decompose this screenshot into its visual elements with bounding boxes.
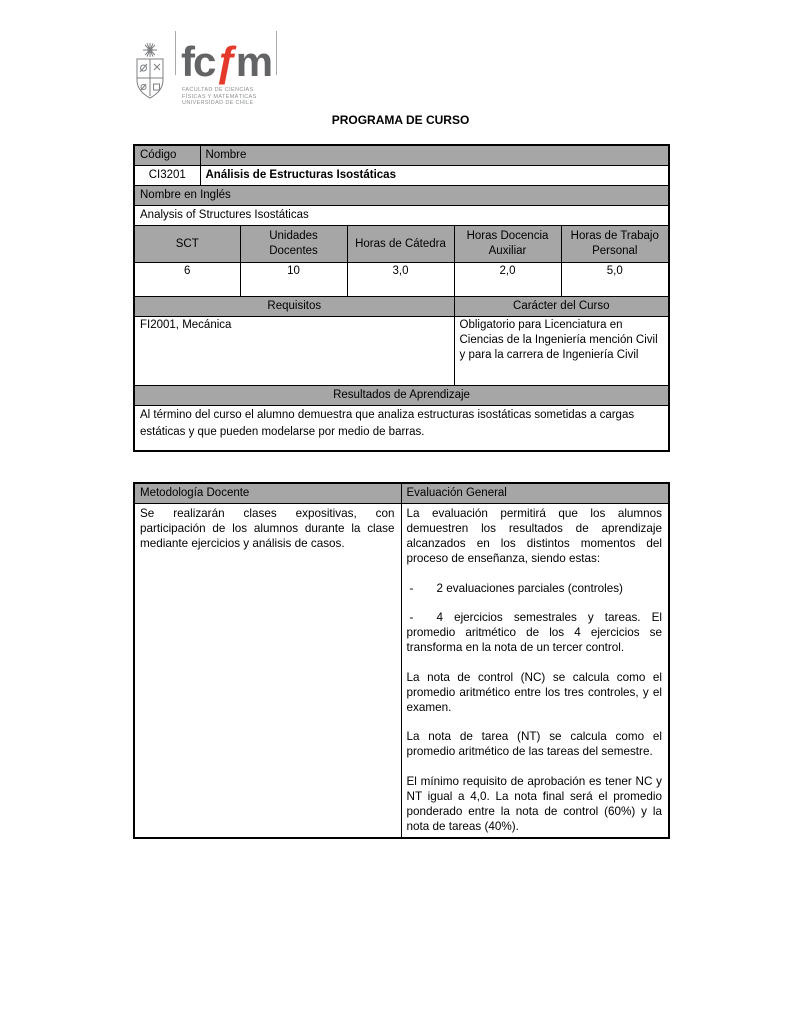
methodology-evaluation-table bbox=[133, 482, 670, 839]
caracter-curso-value-cell: Obligatorio para Licenciatura en Ciencias de la Ingeniería mención Civil y para la carrera de Ingeniería Civil bbox=[454, 317, 669, 386]
horas-catedra-value-cell: 3,0 bbox=[347, 263, 454, 297]
evaluation-bullet-text: 4 ejercicios semestrales y tareas. El promedio aritmético de los 4 ejercicios se transforma en la nota de un tercer control. bbox=[406, 611, 662, 654]
fcfm-wordmark bbox=[175, 38, 277, 85]
sct-value-cell: 6 bbox=[134, 263, 240, 297]
unidades-docentes-value-cell: 10 bbox=[240, 263, 347, 297]
resultados-value-cell: Al término del curso el alumno demuestra que analiza estructuras isostáticas sometidas a cargas estáticas y que pueden modelarse por medio de barras. bbox=[134, 406, 669, 452]
nombre-ingles-header-cell: Nombre en Inglés bbox=[134, 186, 669, 206]
horas-trabajo-personal-value-cell: 5,0 bbox=[561, 263, 669, 297]
wordmark-m: m bbox=[235, 38, 272, 85]
nombre-value-cell: Análisis de Estructuras Isostáticas bbox=[200, 166, 669, 186]
evaluation-bullet-item bbox=[407, 581, 663, 596]
document-content bbox=[133, 113, 668, 839]
horas-docencia-auxiliar-header-cell: Horas Docencia Auxiliar bbox=[454, 226, 561, 263]
evaluacion-header-cell: Evaluación General bbox=[401, 483, 669, 504]
requisitos-header-cell: Requisitos bbox=[134, 297, 454, 317]
requisitos-value-cell: FI2001, Mecánica bbox=[134, 317, 454, 386]
wordmark-fc: fc bbox=[181, 38, 215, 85]
codigo-value-cell: CI3201 bbox=[134, 166, 200, 186]
evaluation-paragraph: La nota de control (NC) se calcula como el promedio aritmético entre los tres controles, y el examen. bbox=[406, 670, 662, 714]
evaluation-paragraph: La evaluación permitirá que los alumnos demuestren los resultados de aprendizaje alcanzados en los distintos momentos del proceso de enseñanza, siendo estas: bbox=[406, 507, 662, 565]
bullet-dash: - bbox=[409, 581, 414, 595]
horas-trabajo-personal-header-cell: Horas de Trabajo Personal bbox=[561, 226, 669, 263]
resultados-header-cell: Resultados de Aprendizaje bbox=[134, 386, 669, 406]
caption-line: FACULTAD DE CIENCIAS bbox=[182, 87, 254, 93]
nombre-ingles-value-cell: Analysis of Structures Isostáticas bbox=[134, 206, 669, 226]
horas-docencia-auxiliar-value-cell: 2,0 bbox=[454, 263, 561, 297]
evaluation-paragraph: La nota de tarea (NT) se calcula como el promedio aritmético de las tareas del semestre. bbox=[406, 730, 662, 758]
horas-catedra-header-cell: Horas de Cátedra bbox=[347, 226, 454, 263]
evaluation-paragraph: El mínimo requisito de aprobación es tener NC y NT igual a 4,0. La nota final será el promedio ponderado entre la nota de control (60%) y la nota de tareas (40%). bbox=[406, 774, 662, 833]
evaluation-bullet-item bbox=[407, 610, 663, 655]
methodology-paragraph: Se realizarán clases expositivas, con participación de los alumnos durante la clase mediante ejercicios y análisis de casos. bbox=[140, 507, 395, 550]
universidad-de-chile-crest-icon bbox=[131, 42, 169, 109]
metodologia-header-cell: Metodología Docente bbox=[134, 483, 401, 504]
fcfm-logo bbox=[131, 38, 277, 109]
fcfm-logo-text bbox=[175, 38, 277, 107]
unidades-docentes-header-cell: Unidades Docentes bbox=[240, 226, 347, 263]
caption-line: FÍSICAS Y MATEMÁTICAS bbox=[182, 93, 257, 100]
wordmark-red-f: ƒ bbox=[214, 38, 236, 85]
evaluation-bullet-text: 2 evaluaciones parciales (controles) bbox=[436, 581, 623, 595]
bullet-dash: - bbox=[409, 611, 414, 624]
evaluacion-text-cell bbox=[401, 504, 669, 838]
metodologia-text-cell bbox=[134, 504, 401, 838]
course-info-table bbox=[133, 144, 670, 452]
nombre-header-cell: Nombre bbox=[200, 145, 669, 166]
faculty-caption bbox=[175, 87, 277, 107]
caracter-curso-header-cell: Carácter del Curso bbox=[454, 297, 669, 317]
caption-line: UNIVERSIDAD DE CHILE bbox=[182, 100, 254, 106]
page-title: PROGRAMA DE CURSO bbox=[331, 113, 470, 127]
codigo-header-cell: Código bbox=[134, 145, 200, 166]
sct-header-cell: SCT bbox=[134, 226, 240, 263]
